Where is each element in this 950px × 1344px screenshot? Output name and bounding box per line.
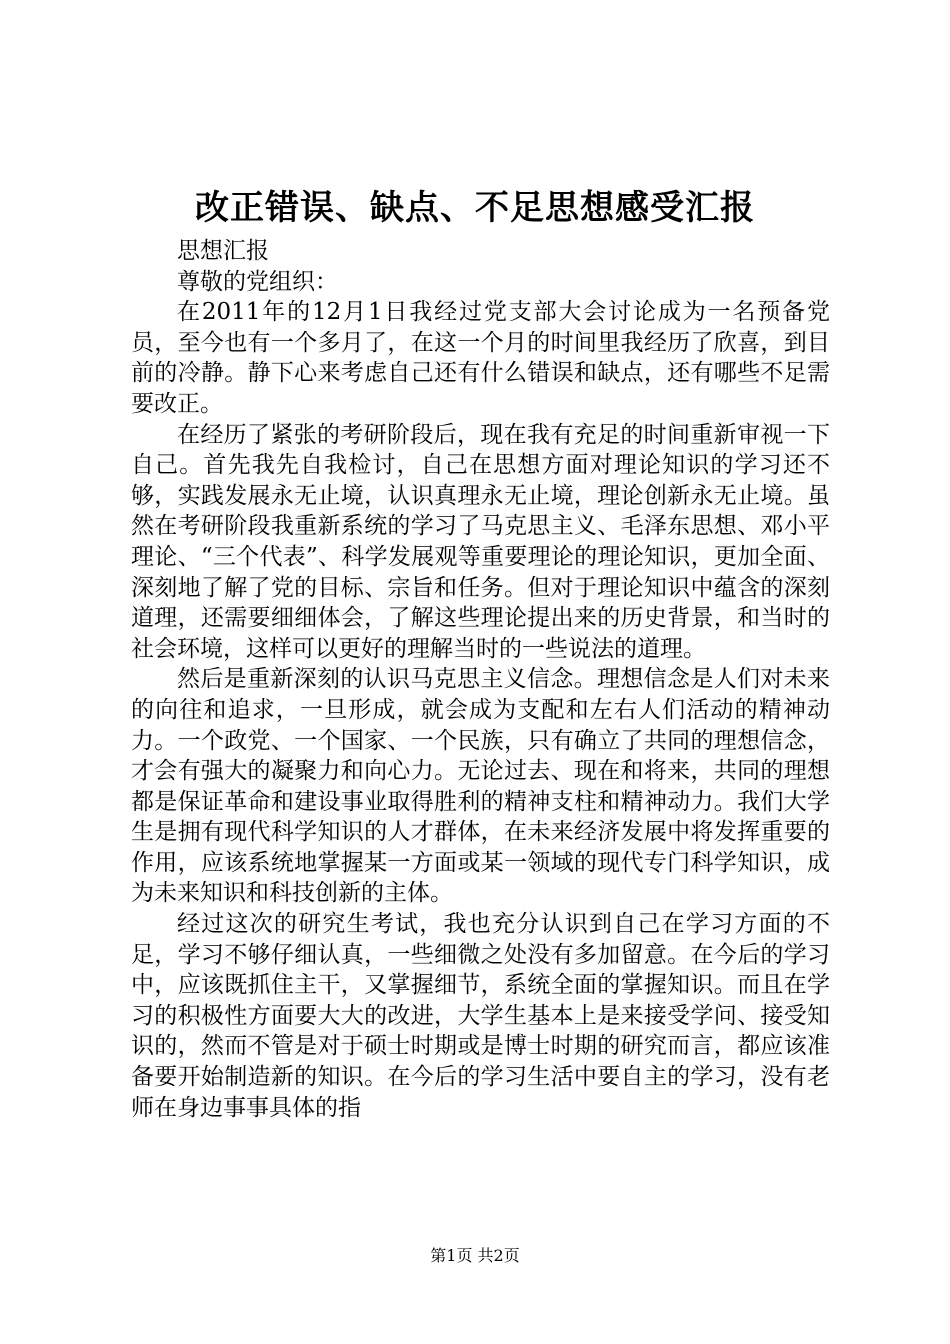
document-title: 改正错误、缺点、不足思想感受汇报 bbox=[195, 188, 755, 228]
salutation: 尊敬的党组织： bbox=[177, 268, 338, 295]
paragraph-3: 然后是重新深刻的认识马克思主义信念。理想信念是人们对未来的向往和追求，一旦形成，就会成为支配和左右人们活动的精神动力。一个政党、一个国家、一个民族，只有确立了共同的理想信念，才会有强大的凝聚力和向心力。无论过去、现在和将来，共同的理想都是保证革命和建设事业取得胜利的精神支柱和精神动力。我们大学生是拥有现代科学知识的人才群体，在未来经济发展中将发挥重要的作用，应该系统地掌握某一方面或某一领域的现代专门科学知识，成为未来知识和科技创新的主体。 bbox=[131, 666, 830, 907]
document-body bbox=[131, 236, 830, 1123]
page-footer: 第1页 共2页 bbox=[430, 1246, 520, 1265]
document-heading: 思想汇报 bbox=[177, 238, 269, 264]
paragraph-1: 在2011年的12月1日我经过党支部大会讨论成为一名预备党员，至今也有一个多月了，在这一个月的时间里我经历了欣喜，到目前的冷静。静下心来考虑自己还有什么错误和缺点，还有哪些不足需要改正。 bbox=[131, 299, 830, 417]
paragraph-4: 经过这次的研究生考试，我也充分认识到自己在学习方面的不足，学习不够仔细认真，一些细微之处没有多加留意。在今后的学习中，应该既抓住主干，又掌握细节，系统全面的掌握知识。而且在学习的积极性方面要大大的改进，大学生基本上是来接受学问、接受知识的，然而不管是对于硕士时期或是博士时期的研究而言，都应该准备要开始制造新的知识。在今后的学习生活中要自主的学习，没有老师在身边事事具体的指 bbox=[131, 911, 830, 1121]
paragraph-2: 在经历了紧张的考研阶段后，现在我有充足的时间重新审视一下自己。首先我先自我检讨，自己在思想方面对理论知识的学习还不够，实践发展永无止境，认识真理永无止境，理论创新永无止境。虽然在考研阶段我重新系统的学习了马克思主义、毛泽东思想、邓小平理论、“三个代表”、科学发展观等重要理论的理论知识，更加全面、深刻地了解了党的目标、宗旨和任务。但对于理论知识中蕴含的深刻道理，还需要细细体会，了解这些理论提出来的历史背景，和当时的社会环境，这样可以更好的理解当时的一些说法的道理。 bbox=[131, 421, 830, 662]
